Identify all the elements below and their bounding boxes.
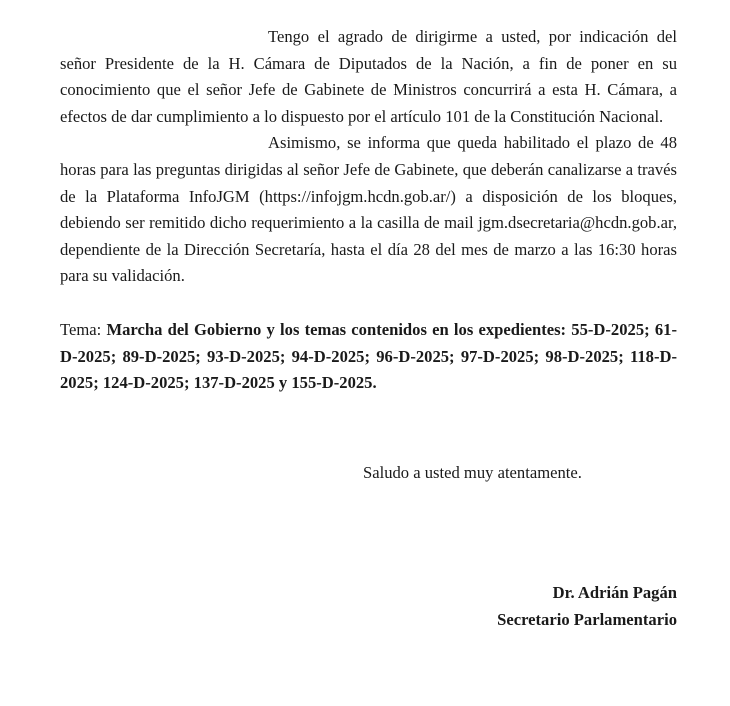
paragraph-intro: Tengo el agrado de dirigirme a usted, por indicación del señor Presidente de la H. Cámara de Diputados de la Nación, a fin de poner en su conocimiento que el señor Jefe de Gabinete de Ministros concurrirá a esta H. Cámara, a efectos de dar cumplimiento a lo dispuesto por el artículo 101 de la Constitución Nacional. — [60, 27, 677, 126]
tema-text: Marcha del Gobierno y los temas contenidos en los expedientes: 55-D-2025; 61-D-2025; 89-D-2025; 93-D-2025; 94-D-2025; 96-D-2025; 97-D-2025; 98-D-2025; 118-D-2025; 124-D-2025; 137-D-2025 y 155-D-2025. — [60, 319, 677, 393]
letter-body — [60, 24, 677, 629]
tema-paragraph — [60, 317, 677, 397]
paragraph-deadline: Asimismo, se informa que queda habilitado el plazo de 48 horas para las preguntas dirigidas al señor Jefe de Gabinete, que deberán canalizarse a través de la Plataforma InfoJGM (https://infojgm.hcdn.gob.ar/) a disposición de los bloques, debiendo ser remitido dicho requerimiento a la casilla de mail jgm.dsecretaria@hcdn.gob.ar, dependiente de la Dirección Secretaría, hasta el día 28 del mes de marzo a las 16:30 horas para su validación. — [60, 133, 677, 286]
signer-title: Secretario Parlamentario — [497, 609, 677, 629]
signature-block — [497, 580, 677, 633]
tema-label: Tema: — [60, 319, 102, 339]
closing-salutation: Saludo a usted muy atentamente. — [363, 463, 582, 482]
signer-name: Dr. Adrián Pagán — [552, 583, 677, 602]
